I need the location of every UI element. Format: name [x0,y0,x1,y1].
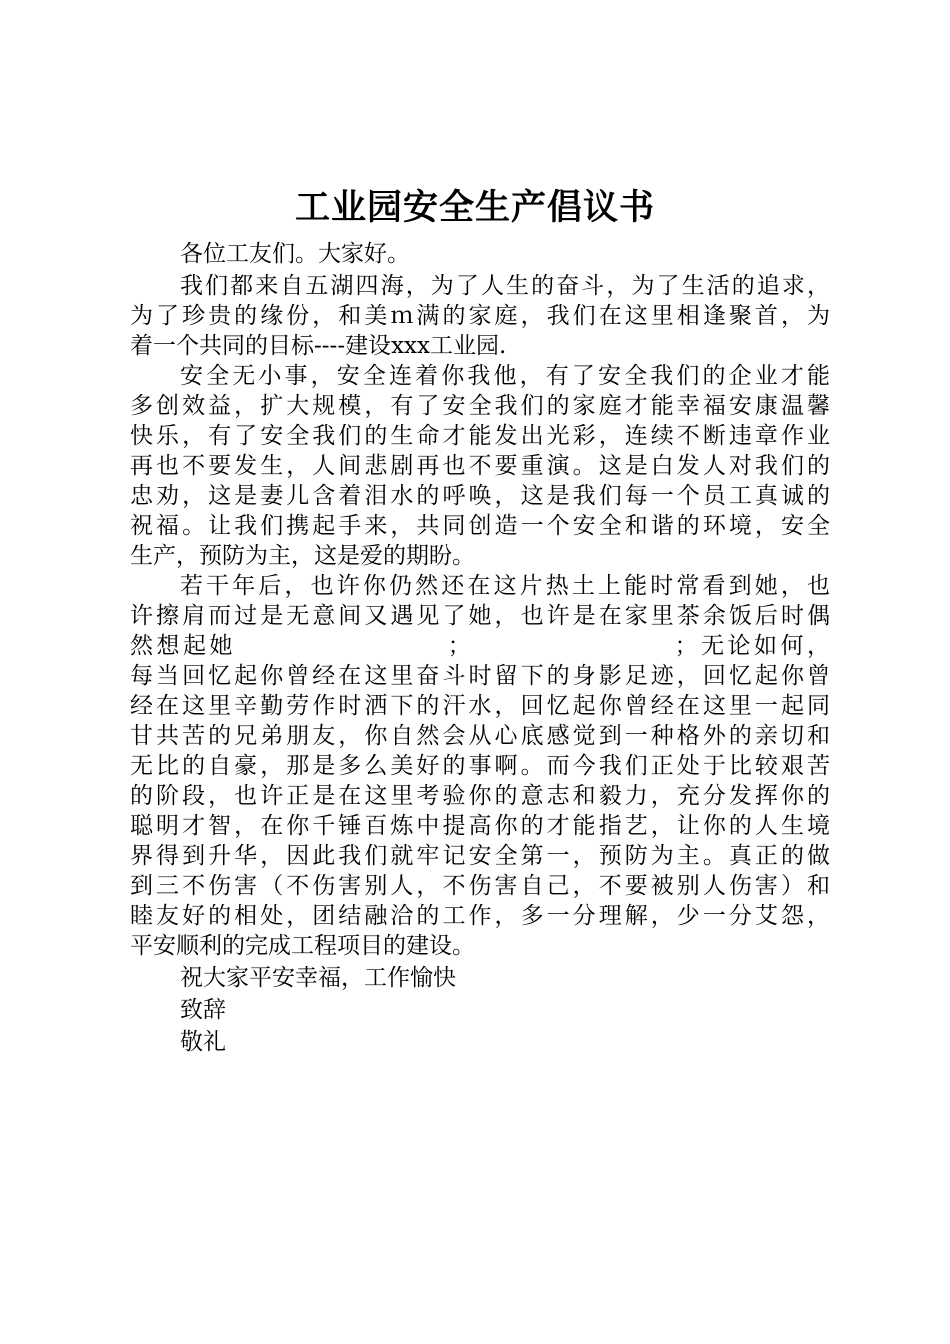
body-line: 每当回忆起你曾经在这里奋斗时留下的身影足迹，回忆起你曾 [130,663,830,689]
body-line: 睦友好的相处，团结融洽的工作，多一分理解，少一分艾怨， [130,903,830,929]
body-line: 许擦肩而过是无意间又遇见了她，也许是在家里茶余饭后时偶 [130,603,830,629]
body-line: 经在这里辛勤劳作时洒下的汗水，回忆起你曾经在这里一起同 [130,693,830,719]
body-line: 的阶段，也许正是在这里考验你的意志和毅力，充分发挥你的 [130,783,830,809]
body-line: 平安顺利的完成工程项目的建设。 [130,933,475,959]
closing-wish: 祝大家平安幸福，工作愉快 [180,965,456,991]
body-line: 我们都来自五湖四海，为了人生的奋斗，为了生活的追求， [180,273,830,299]
body-line: 祝福。让我们携起手来，共同创造一个安全和谐的环境，安全 [130,513,830,539]
body-line: 安全无小事，安全连着你我他，有了安全我们的企业才能 [180,363,830,389]
body-line: 无比的自豪，那是多么美好的事啊。而今我们正处于比较艰苦 [130,753,830,779]
body-line: 甘共苦的兄弟朋友，你自然会从心底感觉到一种格外的亲切和 [130,723,830,749]
body-line: 为了珍贵的缘份，和美ｍ满的家庭，我们在这里相逢聚首，为 [130,303,830,329]
body-line: 再也不要发生，人间悲剧再也不要重演。这是白发人对我们的 [130,453,830,479]
body-line: 界得到升华，因此我们就牢记安全第一，预防为主。真正的做 [130,843,830,869]
salutation: 敬礼 [180,1029,226,1055]
body-line: 生产，预防为主，这是爱的期盼。 [130,543,475,569]
greeting-line: 各位工友们。大家好。 [180,241,410,267]
document-title: 工业园安全生产倡议书 [294,187,655,228]
body-line: 着一个共同的目标----建设xxx工业园. [130,333,507,359]
body-line: 多创效益，扩大规模，有了安全我们的家庭才能幸福安康温馨 [130,393,830,419]
closing-line: 致辞 [180,997,226,1023]
body-line: 快乐，有了安全我们的生命才能发出光彩，连续不断违章作业 [130,423,830,449]
body-line: 聪明才智，在你千锤百炼中提高你的才能指艺，让你的人生境 [130,813,830,839]
body-line: 到三不伤害（不伤害别人，不伤害自己，不要被别人伤害）和 [130,873,830,899]
body-line: 若干年后，也许你仍然还在这片热土上能时常看到她，也 [180,573,830,599]
body-line: 忠劝，这是妻儿含着泪水的呼唤，这是我们每一个员工真诚的 [130,483,830,509]
body-line: 然想起她 ； ；无论如何， [130,633,830,659]
